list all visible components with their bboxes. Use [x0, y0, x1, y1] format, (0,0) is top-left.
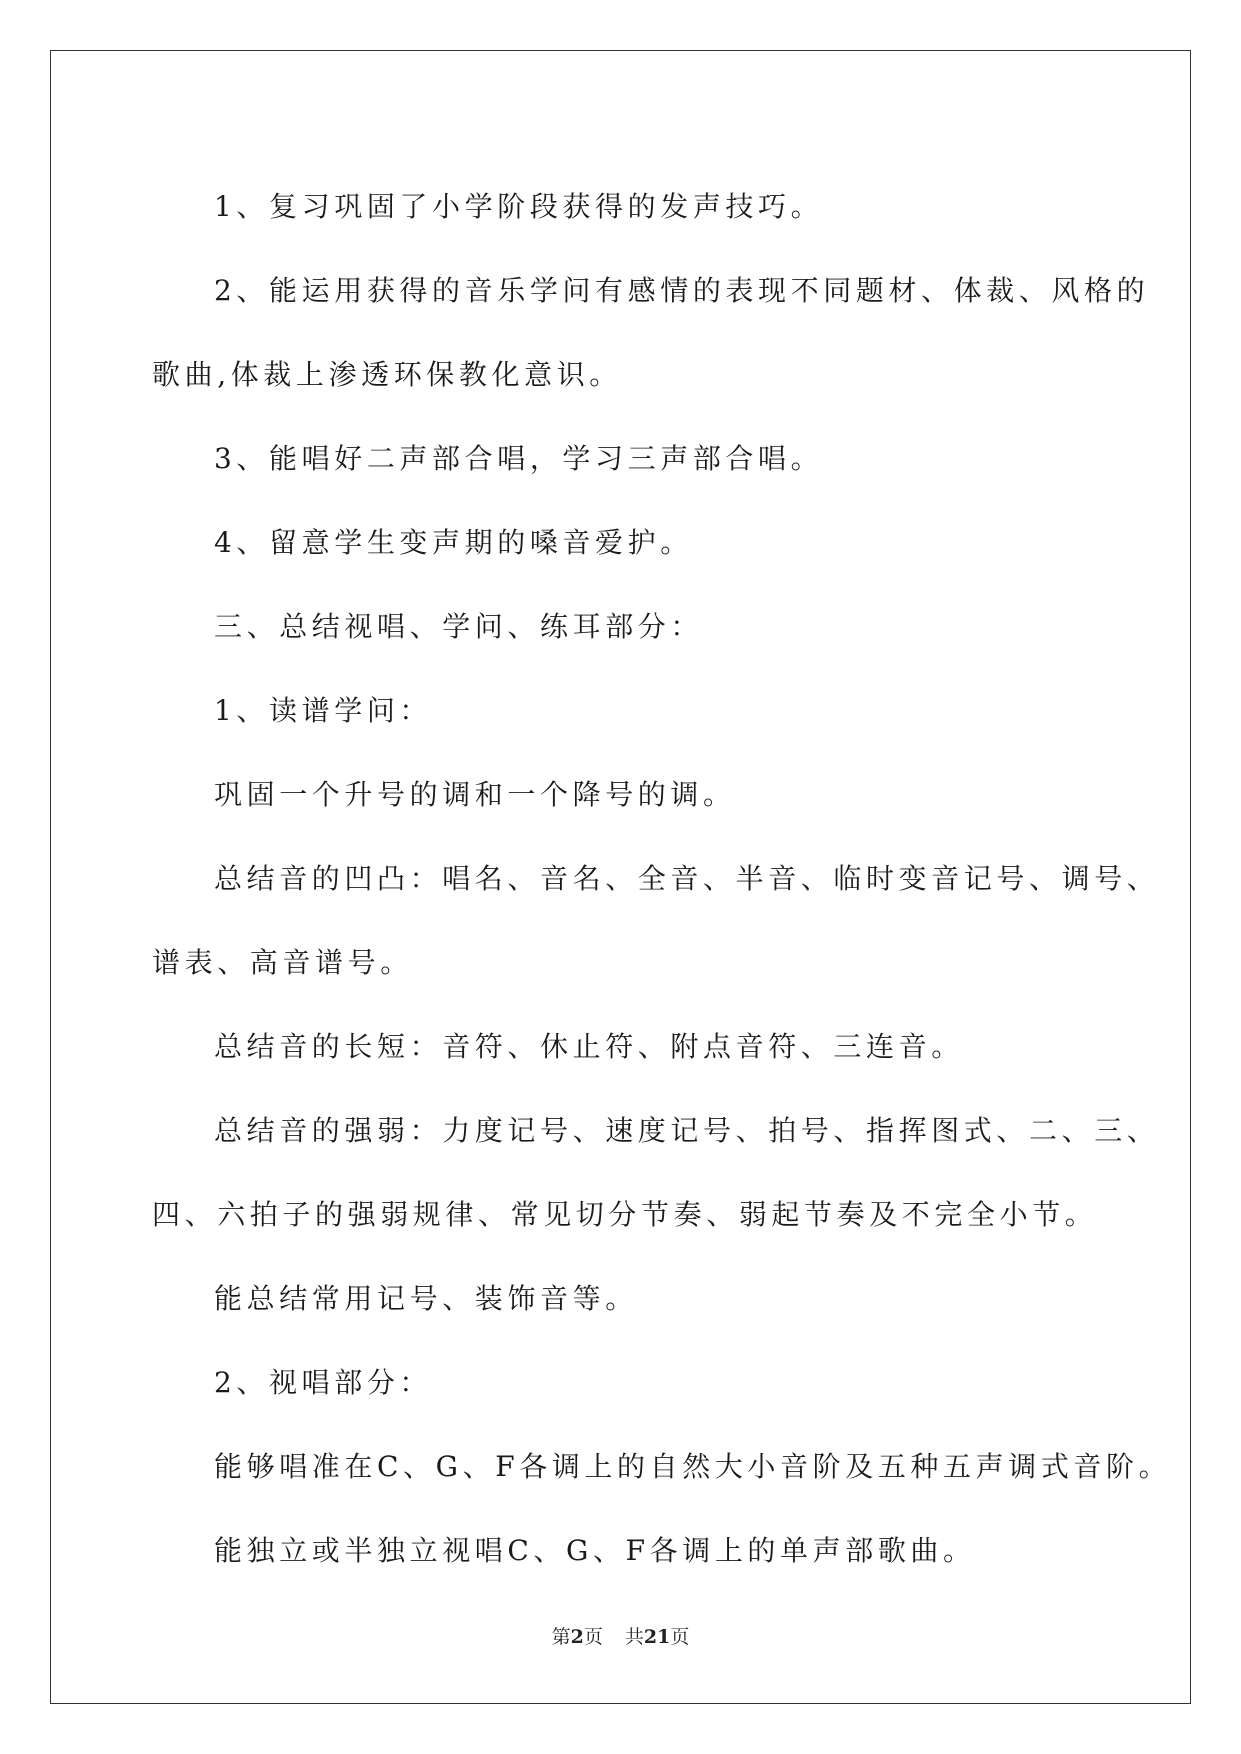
paragraph-duration: 总结音的长短：音符、休止符、附点音符、三连音。	[214, 1030, 964, 1063]
paragraph-scales: 能够唱准在C、G、F各调上的自然大小音阶及五种五声调式音阶。	[214, 1450, 1172, 1483]
subheading-sight-singing: 2、视唱部分：	[214, 1366, 433, 1399]
footer-page-number: 2	[570, 1626, 584, 1648]
footer-total-pages: 21	[643, 1626, 671, 1648]
footer-total-suffix: 页	[670, 1626, 690, 1648]
page-footer	[0, 1622, 1241, 1649]
paragraph-2-line-2: 歌曲,体裁上渗透环保教化意识。	[152, 358, 622, 391]
paragraph-pitch-line-2: 谱表、高音谱号。	[152, 946, 413, 979]
paragraph-4-line-1: 4、留意学生变声期的嗓音爱护。	[214, 526, 693, 559]
paragraph-2-line-1: 2、能运用获得的音乐学问有感情的表现不同题材、体裁、风格的	[214, 274, 1150, 307]
paragraph-3-line-1: 3、能唱好二声部合唱，学习三声部合唱。	[214, 442, 824, 475]
footer-prefix: 第	[551, 1626, 571, 1648]
footer-total-prefix: 共	[624, 1626, 644, 1648]
paragraph-symbols: 能总结常用记号、装饰音等。	[214, 1282, 638, 1315]
paragraph-dynamics-line-2: 四、六拍子的强弱规律、常见切分节奏、弱起节奏及不完全小节。	[152, 1198, 1098, 1231]
paragraph-1-line-1: 1、复习巩固了小学阶段获得的发声技巧。	[214, 190, 824, 223]
paragraph-songs: 能独立或半独立视唱C、G、F各调上的单声部歌曲。	[214, 1534, 976, 1567]
paragraph-pitch-line-1: 总结音的凹凸：唱名、音名、全音、半音、临时变音记号、调号、	[214, 862, 1160, 895]
section-heading-3: 三、总结视唱、学问、练耳部分：	[214, 610, 704, 643]
paragraph-dynamics-line-1: 总结音的强弱：力度记号、速度记号、拍号、指挥图式、二、三、	[214, 1114, 1160, 1147]
footer-page-suffix: 页	[583, 1626, 603, 1648]
paragraph-keys: 巩固一个升号的调和一个降号的调。	[214, 778, 736, 811]
document-body	[152, 165, 1172, 1593]
subheading-reading: 1、读谱学问：	[214, 694, 433, 727]
